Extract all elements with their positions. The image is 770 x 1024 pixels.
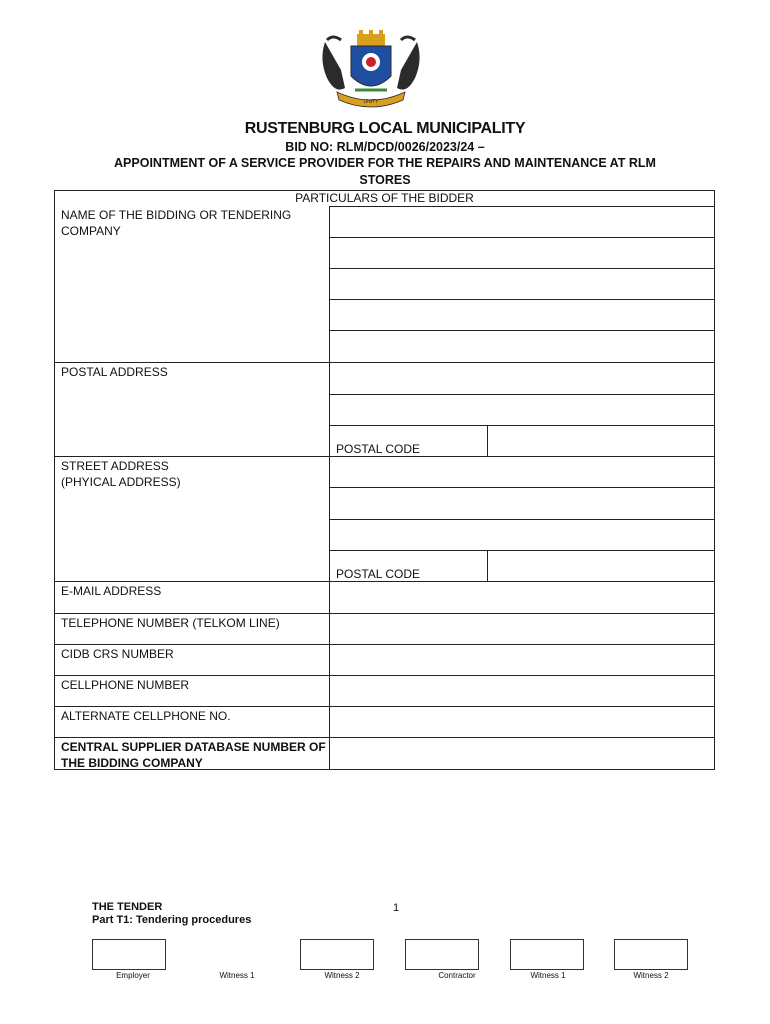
bidder-name-field-3[interactable]	[330, 269, 714, 299]
label-postal-code-2: POSTAL CODE	[336, 567, 421, 581]
csd-number-field[interactable]	[330, 738, 714, 769]
signature-box-witness-1b[interactable]	[510, 939, 584, 970]
bid-subject-line-1: APPOINTMENT OF A SERVICE PROVIDER FOR THE REPAIRS AND MAINTENANCE AT RLM	[114, 156, 656, 170]
footer-part-label: Part T1: Tendering procedures	[92, 914, 252, 926]
label-postal-address: POSTAL ADDRESS	[61, 365, 168, 379]
signature-label-employer: Employer	[116, 971, 150, 980]
street-address-field-1[interactable]	[330, 457, 714, 487]
signature-box-contractor[interactable]	[405, 939, 479, 970]
label-cellphone: CELLPHONE NUMBER	[61, 678, 190, 692]
signature-box-witness-2b[interactable]	[614, 939, 688, 970]
label-postal-code-1: POSTAL CODE	[336, 442, 421, 456]
bidder-name-field-1[interactable]	[330, 207, 714, 237]
bid-subject-line-2: STORES	[359, 173, 411, 187]
telephone-field[interactable]	[330, 614, 714, 644]
bid-number: BID NO: RLM/DCD/0026/2023/24 –	[285, 140, 485, 154]
label-street-address: STREET ADDRESS	[61, 459, 169, 473]
bidder-particulars-table	[54, 190, 715, 770]
label-cidb: CIDB CRS NUMBER	[61, 647, 174, 661]
signature-label-witness-1a: Witness 1	[219, 971, 255, 980]
cidb-field[interactable]	[330, 645, 714, 675]
label-email: E-MAIL ADDRESS	[61, 584, 162, 598]
municipality-title: RUSTENBURG LOCAL MUNICIPALITY	[244, 120, 526, 137]
municipal-crest-logo	[315, 30, 427, 110]
bidder-name-field-5[interactable]	[330, 331, 714, 362]
footer-doc-title: THE TENDER	[92, 901, 163, 913]
email-field[interactable]	[330, 582, 714, 613]
postal-address-field-1[interactable]	[330, 363, 714, 394]
alt-cellphone-field[interactable]	[330, 707, 714, 737]
bidder-name-field-4[interactable]	[330, 300, 714, 330]
postal-code-field-1[interactable]	[488, 426, 714, 456]
street-address-field-2[interactable]	[330, 488, 714, 519]
label-bidder-name: NAME OF THE BIDDING OR TENDERING COMPANY	[61, 208, 292, 238]
signature-label-witness-2a: Witness 2	[324, 971, 360, 980]
section-title: PARTICULARS OF THE BIDDER	[295, 191, 474, 205]
signature-label-witness-1b: Witness 1	[530, 971, 566, 980]
signature-box-witness-2a[interactable]	[300, 939, 374, 970]
signature-label-witness-2b: Witness 2	[633, 971, 669, 980]
page-number: 1	[393, 902, 400, 914]
cellphone-field[interactable]	[330, 676, 714, 706]
postal-address-field-2[interactable]	[330, 395, 714, 425]
signature-box-employer[interactable]	[92, 939, 166, 970]
signature-label-contractor: Contractor	[438, 971, 476, 980]
label-csd-number: CENTRAL SUPPLIER DATABASE NUMBER OF THE BIDDING COMPANY	[61, 740, 326, 770]
label-alt-cellphone: ALTERNATE CELLPHONE NO.	[61, 709, 231, 723]
label-telephone: TELEPHONE NUMBER (TELKOM LINE)	[61, 616, 280, 630]
bidder-name-field-2[interactable]	[330, 238, 714, 268]
street-address-field-3[interactable]	[330, 520, 714, 550]
postal-code-field-2[interactable]	[488, 551, 714, 581]
label-physical-address: (PHYICAL ADDRESS)	[61, 475, 181, 489]
crest-motto: UNITY	[363, 99, 379, 105]
